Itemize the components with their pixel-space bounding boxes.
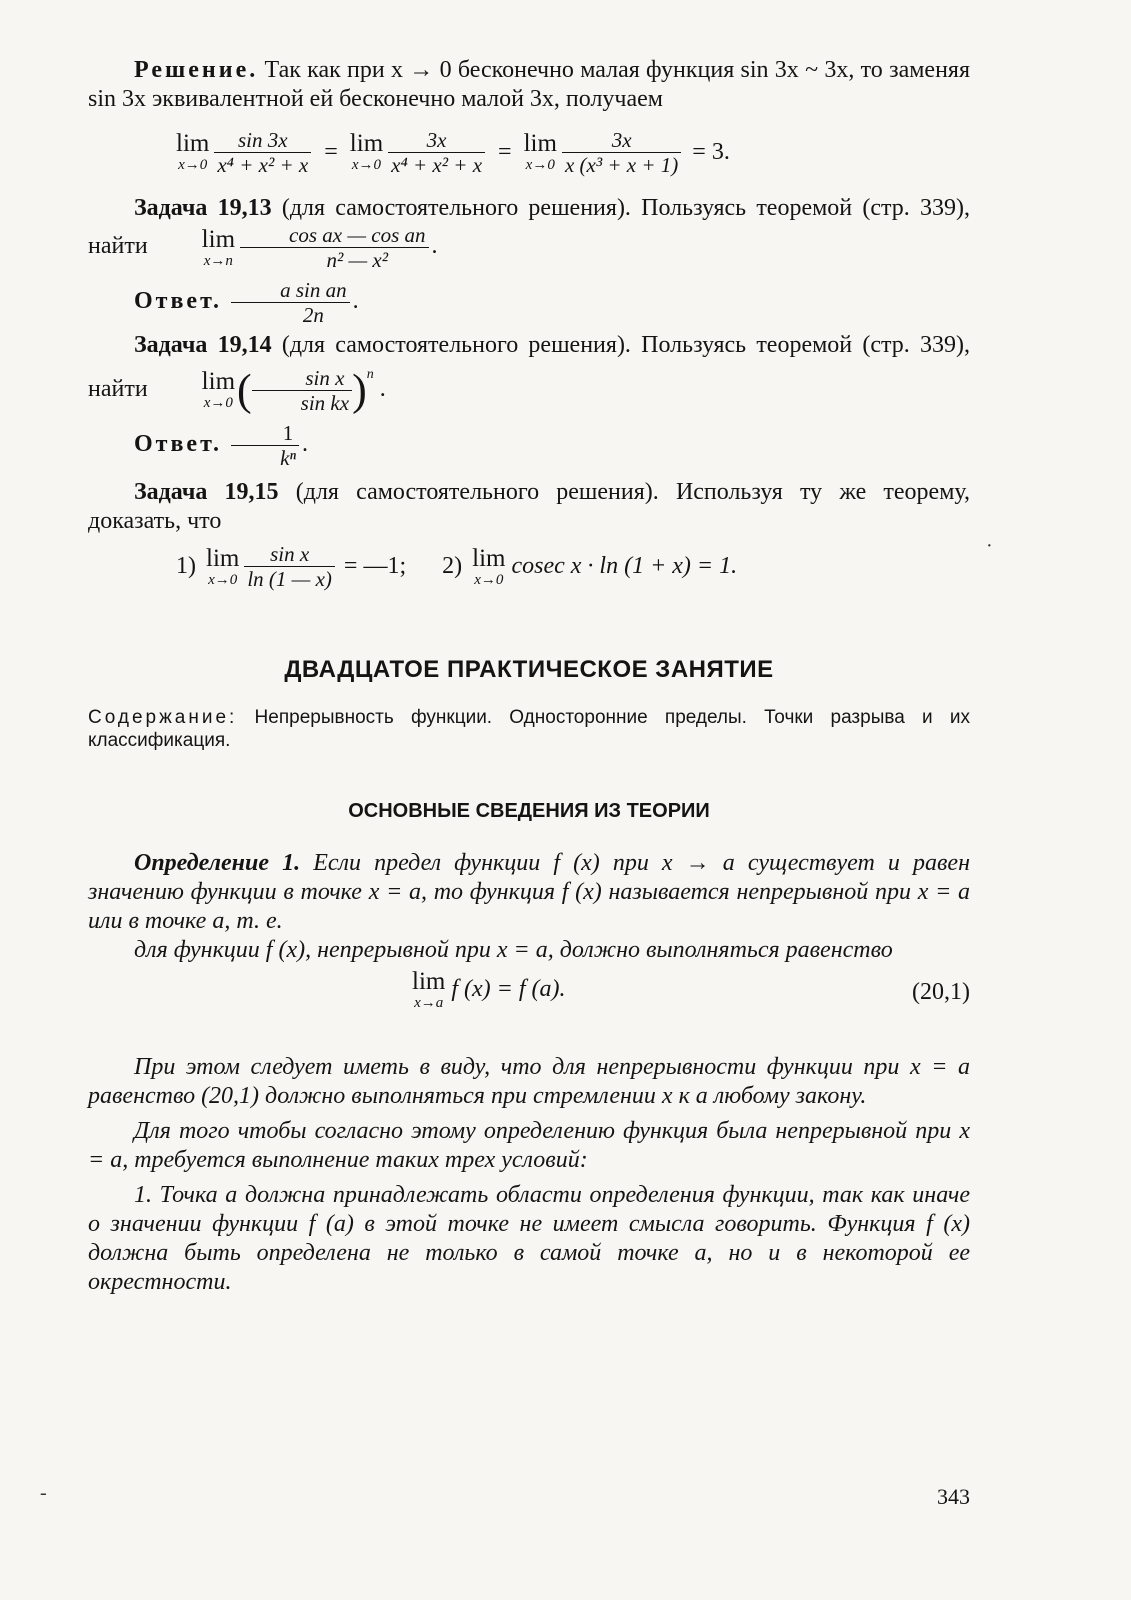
lim-operator: lim x→0 [349, 130, 384, 173]
book-page [88, 56, 970, 1509]
equals-sign: = [498, 138, 512, 165]
lim-operator: lim x→0 [206, 544, 240, 588]
fraction: $\frac{\text{sin x}}{\text{sin kx}}$ [252, 366, 352, 415]
task-19-15 [88, 478, 970, 536]
solution-text: Так как при x → 0 бесконечно малая функция sin 3x ~ 3x, то заменяя sin 3x эквивалентной ей бесконечно малой 3x, получаем [88, 57, 970, 112]
definition-heading: Определение 1. [134, 849, 301, 876]
scan-speck: · [986, 535, 993, 557]
task-19-13: Задача 19,13 (для самостоятельного решения). Пользуясь теоремой (стр. 339), найти lim x→n $\frac{\text{cos ax — cos an}}{\text{n² — x²}}$ . [88, 195, 970, 272]
task-heading: Задача 19,15 [134, 478, 279, 505]
equals-sign: = [324, 138, 338, 165]
section-title: ОСНОВНЫЕ СВЕДЕНИЯ ИЗ ТЕОРИИ [348, 799, 710, 822]
contents-text: Непрерывность функции. Односторонние пределы. Точки разрыва и их классификация. [88, 706, 970, 751]
paragraph-3: 1. Точка a должна принадлежать области определения функции, так как иначе о значении функции f (a) в этой точке не имеет смысла говорить. Функция f (x) должна быть определена не только в самой точке a, но и в некоторой ее окрестности. [88, 1181, 970, 1295]
lim-operator: lim x→a [412, 967, 446, 1011]
lim-operator: lim x→n [201, 225, 236, 269]
lim-operator: lim x→0 [201, 368, 236, 412]
lim-operator: lim x→0 [523, 130, 557, 173]
chapter-title: ДВАДЦАТОЕ ПРАКТИЧЕСКОЕ ЗАНЯТИЕ [284, 655, 774, 683]
task-heading: Задача 19,14 [134, 332, 272, 358]
paragraph-2: Для того чтобы согласно этому определению функция была непрерывной при x = a, требуется выполнение таких трех условий: [88, 1117, 970, 1173]
paragraph-1: При этом следует иметь в виду, что для непрерывности функции при x = a равенство (20,1) должно выполняться при стремлении x к a любому закону. [88, 1053, 970, 1109]
fraction: $\frac{3x}{\text{x⁴ + x² + x}}$ [388, 128, 485, 177]
task-heading: Задача 19,13 [134, 195, 272, 221]
definition-continuation: для функции f (x), непрерывной при x = a, должно выполняться равенство [134, 936, 893, 963]
contents-label: Содержание: [88, 706, 238, 728]
equation-20-1 [88, 965, 970, 1031]
definition-1 [88, 849, 970, 936]
definition-text: Если предел функции f (x) при x → a существует и равен значению функции в точке x = a, то функция f (x) называется непрерывной при x = a или в точке a, т. е. [88, 849, 970, 934]
equation-body: lim x→a f (x) = f (a). [412, 967, 566, 1011]
answer-fraction: $\frac{1}{\text{kⁿ}}$ [231, 421, 299, 470]
limit-formula-1 [88, 114, 970, 190]
scan-speck: - [40, 1482, 47, 1504]
task-19-15-formulas: 1) lim x→0 $\frac{\text{sin x}}{\ln (1 — x)}$ = —1; 2) lim x→0 cosec x · ln (1 + x) = 1. [176, 542, 738, 592]
fraction: $\frac{3x}{\text{x (x³ + x + 1)}}$ [562, 128, 681, 177]
task-19-14: Задача 19,14 (для самостоятельного решения). Пользуясь теоремой (стр. 339), найти lim x→0 ( $\frac{\text{sin x}}{\text{sin kx}}$ )$^n$ . [88, 332, 970, 415]
answer-fraction: $\frac{\text{a sin an}}{2n}$ [231, 278, 350, 327]
fraction: $\frac{\text{sin x}}{\ln (1 — x)}$ [244, 542, 335, 591]
solution-paragraph [88, 56, 970, 114]
task-text: (для самостоятельного решения). Пользуясь теоремой (стр. 339), найти [88, 332, 970, 402]
equation-number: (20,1) [912, 978, 970, 1005]
solution-label: Решение. [134, 57, 259, 83]
page-number: 343 [937, 1484, 970, 1509]
lim-operator: lim x→0 [472, 544, 506, 588]
task-19-14-answer: Ответ. $\frac{1}{\text{kⁿ}}$ . [134, 420, 308, 470]
formula-result: = 3. [692, 138, 730, 165]
answer-label: Ответ. [134, 288, 223, 315]
task-text: (для самостоятельного решения). Пользуясь теоремой (стр. 339), найти [88, 195, 970, 260]
task-19-13-answer: Ответ. $\frac{\text{a sin an}}{2n}$ . [134, 278, 359, 327]
fraction: $\frac{\text{cos ax — cos an}}{\text{n² — x²}}$ [240, 223, 428, 272]
chapter-contents [88, 706, 970, 752]
fraction: $\frac{\sin 3x}{\text{x⁴ + x² + x}}$ [214, 128, 311, 177]
answer-label: Ответ. [134, 431, 223, 457]
task-text: (для самостоятельного решения). Используя ту же теорему, доказать, что [88, 478, 970, 534]
lim-operator: lim x→0 [176, 130, 210, 173]
